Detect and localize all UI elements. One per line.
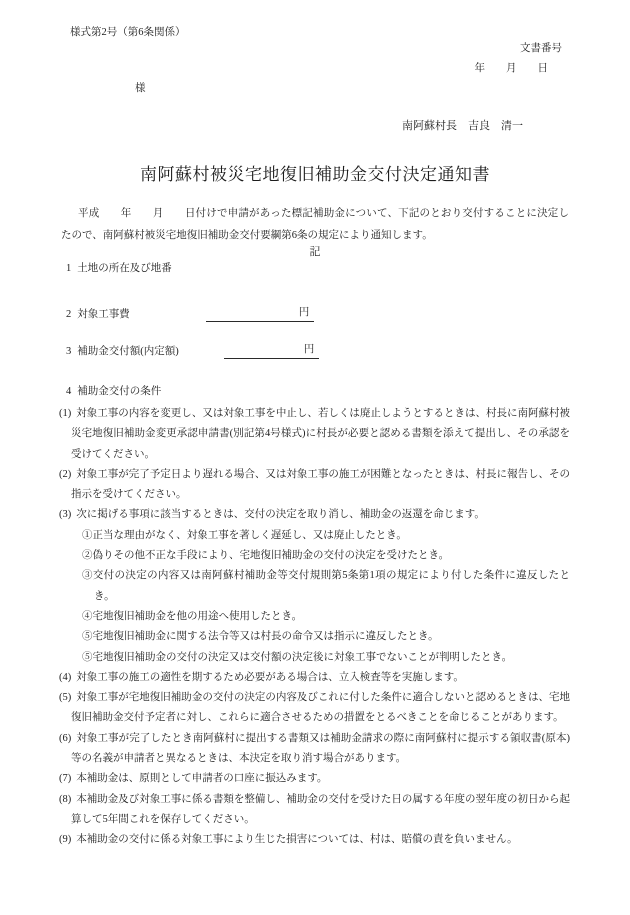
date-line: 年 月 日 xyxy=(474,63,548,74)
item-label: 対象工事費 xyxy=(77,309,130,320)
condition-3-subitem-3: ③交付の決定の内容又は南阿蘇村補助金等交付規則第5条第1項の規定により付した条件に違反したとき。 xyxy=(82,570,570,602)
condition-number: (4) xyxy=(59,671,72,683)
condition-number: (9) xyxy=(59,834,72,846)
condition-number: (7) xyxy=(59,773,72,785)
item-label: 補助金交付額(内定額) xyxy=(77,346,179,357)
condition-text: 対象工事が完了予定日より遅れる場合、又は対象工事の施工が困難となったときは、村長に報告し、その指示を受けてください。 xyxy=(71,468,570,501)
condition-3-subitem-5: ⑤宅地復旧補助金に関する法令等又は村長の命令又は指示に違反したとき。 xyxy=(82,631,439,643)
condition-8 xyxy=(59,790,570,831)
condition-9 xyxy=(59,830,570,850)
construction-cost-blank xyxy=(206,305,314,322)
condition-number: (5) xyxy=(59,692,72,704)
item-number: 2 xyxy=(66,309,72,320)
condition-text: 対象工事の内容を変更し、又は対象工事を中止し、若しくは廃止しようとするときは、村長に南阿蘇村被災宅地復旧補助金変更承認申請書(別記第4号様式)に村長が必要と認める書類を添えて提出し、その承認を受けてください。 xyxy=(71,408,570,460)
condition-4 xyxy=(59,668,570,688)
item-number: 1 xyxy=(66,263,72,274)
item-number: 3 xyxy=(66,346,72,357)
condition-2 xyxy=(59,465,570,506)
condition-3-subitem-2: ②偽りその他不正な手段により、宅地復旧補助金の交付の決定を受けたとき。 xyxy=(82,550,450,562)
condition-3-subitem-4: ④宅地復旧補助金を他の用途へ使用したとき。 xyxy=(82,610,303,622)
condition-number: (8) xyxy=(59,793,72,805)
conditions-list xyxy=(59,404,570,851)
condition-number: (6) xyxy=(59,732,72,744)
condition-number: (1) xyxy=(59,408,72,419)
condition-number: (2) xyxy=(59,468,72,480)
item-number: 4 xyxy=(66,386,72,397)
condition-text: 対象工事が宅地復旧補助金の交付の決定の内容及びこれに付した条件に適合しないと認めるときは、宅地復旧補助金交付予定者に対し、これらに適合させるための措置をとるべきことを命じることがあります。 xyxy=(71,692,570,724)
condition-text: 次に掲げる事項に該当するときは、交付の決定を取り消し、補助金の返還を命じます。 xyxy=(76,509,485,521)
condition-text: 対象工事が完了したとき南阿蘇村に提出する書類又は補助金請求の際に南阿蘇村に提示する領収書(原本)等の名義が申請者と異なるときは、本決定を取り消す場合があります。 xyxy=(71,732,570,765)
item-label: 土地の所在及び地番 xyxy=(77,263,172,274)
condition-3 xyxy=(59,505,570,525)
condition-1 xyxy=(59,404,570,465)
condition-7 xyxy=(59,769,570,789)
item-grant-amount xyxy=(66,342,319,359)
condition-5 xyxy=(59,688,570,729)
sender-name: 南阿蘇村長 吉良 清一 xyxy=(402,120,523,132)
doc-number-label: 文書番号 xyxy=(520,43,562,54)
item-conditions-heading xyxy=(66,384,161,399)
item-land-location xyxy=(66,261,172,276)
record-marker: 記 xyxy=(309,246,321,258)
intro-paragraph: 平成 年 月 日付けで申請があった標記補助金について、下記のとおり交付することに決定したので、南阿蘇村被災宅地復旧補助金交付要綱第6条の規定により通知します。 xyxy=(61,208,569,241)
condition-text: 対象工事の施工の適性を期するため必要がある場合は、立入検査等を実施します。 xyxy=(76,671,464,683)
condition-number: (3) xyxy=(59,509,72,521)
item-label: 補助金交付の条件 xyxy=(77,386,162,397)
condition-text: 本補助金及び対象工事に係る書類を整備し、補助金の交付を受けた日の属する年度の翌年度の初日から起算して5年間これを保存してください。 xyxy=(71,793,570,825)
condition-3-subitem-1: ①正当な理由がなく、対象工事を著しく遅延し、又は廃止したとき。 xyxy=(82,529,407,541)
addressee-honorific: 様 xyxy=(135,83,146,94)
condition-text: 本補助金は、原則として申請者の口座に振込みます。 xyxy=(76,773,328,785)
currency-unit: 円 xyxy=(303,344,315,355)
form-number: 様式第2号（第6条関係） xyxy=(70,27,186,38)
condition-3-subitem-6: ⑤宅地復旧補助金の交付の決定又は交付額の決定後に対象工事でないことが判明したとき。 xyxy=(82,651,513,663)
condition-6 xyxy=(59,729,570,770)
document-title: 南阿蘇村被災宅地復旧補助金交付決定通知書 xyxy=(140,165,490,184)
grant-amount-blank xyxy=(224,342,319,359)
item-construction-cost xyxy=(66,305,314,322)
condition-text: 本補助金の交付に係る対象工事により生じた損害については、村は、賠償の責を負いません。 xyxy=(76,834,518,846)
currency-unit: 円 xyxy=(298,307,310,318)
